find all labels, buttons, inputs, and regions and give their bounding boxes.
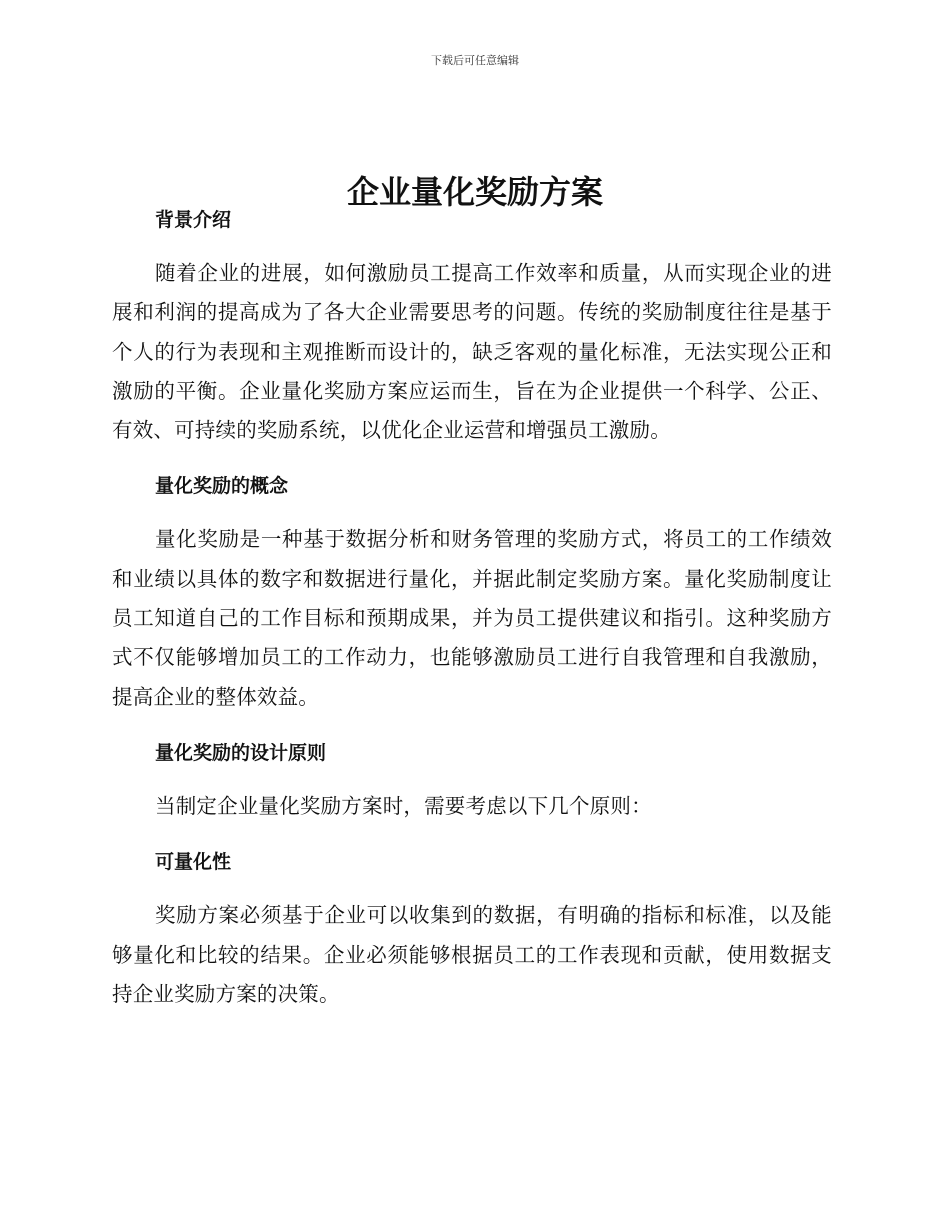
document-title: 企业量化奖励方案 [346, 173, 603, 212]
section-paragraph: 当制定企业量化奖励方案时，需要考虑以下几个原则： [155, 793, 652, 818]
section-background [112, 200, 832, 466]
section-heading: 量化奖励的设计原则 [155, 741, 327, 764]
section-paragraph: 量化奖励是一种基于数据分析和财务管理的奖励方式，将员工的工作绩效和业绩以具体的数字和数据进行量化，并据此制定奖励方案。量化奖励制度让员工知道自己的工作目标和预期成果，并为员工提供建议和指引。这种奖励方式不仅能够增加员工的工作动力，也能够激励员工进行自我管理和自我激励，提高企业的整体效益。 [112, 527, 832, 709]
section-heading: 量化奖励的概念 [155, 475, 289, 498]
section-paragraph: 奖励方案必须基于企业可以收集到的数据，有明确的指标和标准，以及能够量化和比较的结果。企业必须能够根据员工的工作表现和贡献，使用数据支持企业奖励方案的决策。 [112, 903, 832, 1006]
document-body [112, 200, 832, 1014]
page-header: 下载后可任意编辑 [431, 54, 519, 67]
section-quantifiability [112, 842, 832, 1014]
section-design-principles [112, 733, 832, 842]
section-heading: 背景介绍 [155, 209, 232, 231]
section-paragraph: 随着企业的进展，如何激励员工提高工作效率和质量，从而实现企业的进展和利润的提高成为了各大企业需要思考的问题。传统的奖励制度往往是基于个人的行为表现和主观推断而设计的，缺乏客观的量化标准，无法实现公正和激励的平衡。企业量化奖励方案应运而生，旨在为企业提供一个科学、公正、有效、可持续的奖励系统，以优化企业运营和增强员工激励。 [112, 261, 832, 443]
section-heading: 可量化性 [155, 851, 232, 874]
section-concept [112, 466, 832, 732]
